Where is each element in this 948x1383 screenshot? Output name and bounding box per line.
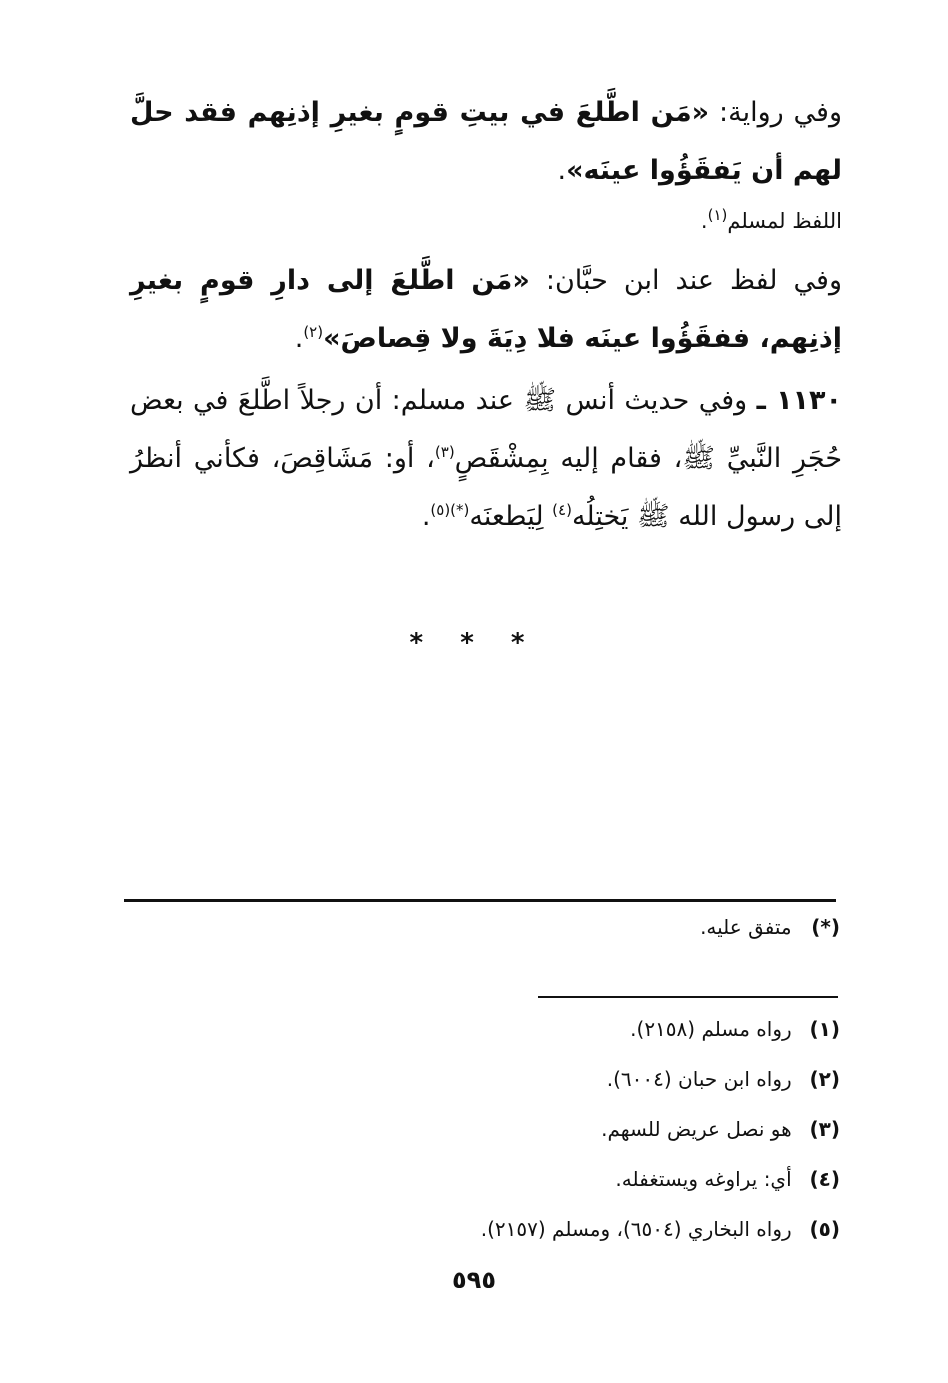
footnote-2 [140, 1064, 840, 1094]
footnote-star [140, 912, 840, 942]
paragraph-part-1: وفي حديث أنس ﷺ عند مسلم: أن رجلاً اطَّلعَ في بعض حُجَرِ النَّبيِّ ﷺ، فقام إليه بِمِشْقَصٍ [130, 385, 843, 474]
paragraph-part-2: ، أو: مَشَاقِصَ، فكأني أنظرُ إلى رسول الله ﷺ يَختِلُه [130, 443, 842, 532]
footnote-text: أي: يراوغه ويستغفله. [615, 1167, 792, 1191]
hadith-quote: «مَن اطَّلعَ إلى دارِ قومٍ بغيرِ إذنِهم، ففقَؤُوا عينَه فلا دِيَةَ ولا قِصاصَ» [130, 265, 842, 354]
footnote-ref-5[interactable]: (*)(٥) [430, 501, 470, 519]
paragraph-lafz-muslim [130, 204, 842, 238]
footnote-3 [140, 1114, 840, 1144]
footnote-1 [140, 1014, 840, 1044]
footnote-ref-1[interactable]: (١) [707, 206, 728, 224]
footnote-5 [140, 1214, 840, 1244]
paragraph-riwaya [130, 84, 842, 200]
footnote-mark: (٢) [809, 1067, 840, 1091]
footnote-mark: (١) [809, 1017, 840, 1041]
paragraph-intro: وفي رواية: [709, 97, 843, 128]
hadith-number: ١١٣٠ ـ [756, 385, 842, 416]
footnote-text: رواه البخاري (٦٥٠٤)، ومسلم (٢١٥٧). [480, 1217, 792, 1241]
footnote-mark: (*) [811, 915, 840, 939]
page-number: ٥٩٥ [452, 1266, 496, 1294]
hadith-quote: «مَن اطَّلعَ في بيتِ قومٍ بغيرِ إذنِهم فقد حلَّ لهم أن يَفقَؤُوا عينَه» [130, 97, 842, 186]
paragraph-ibn-hibban [130, 252, 842, 368]
paragraph-end: . [557, 155, 567, 186]
paragraph-end: . [700, 209, 708, 233]
footnote-text: هو نصل عريض للسهم. [601, 1117, 792, 1141]
paragraph-hadith-1130 [130, 372, 842, 546]
footnote-text: رواه ابن حبان (٦٠٠٤). [606, 1067, 792, 1091]
footnote-4 [140, 1164, 840, 1194]
footnote-short-divider [538, 996, 838, 998]
footnote-ref-4[interactable]: (٤) [552, 501, 572, 519]
section-separator: * * * [409, 628, 539, 658]
paragraph-end: . [294, 323, 304, 354]
footnote-mark: (٥) [809, 1217, 840, 1241]
paragraph-text: اللفظ لمسلم [727, 209, 842, 233]
paragraph-end: . [421, 501, 431, 532]
footnote-text: متفق عليه. [700, 915, 792, 939]
footnote-mark: (٤) [809, 1167, 840, 1191]
paragraph-part-3: لِيَطعنَه [469, 501, 553, 532]
footnote-ref-3[interactable]: (٣) [434, 443, 455, 461]
footnote-ref-2[interactable]: (٢) [303, 323, 324, 341]
footnote-text: رواه مسلم (٢١٥٨). [630, 1017, 792, 1041]
footnote-mark: (٣) [809, 1117, 840, 1141]
footnote-divider [124, 899, 836, 902]
paragraph-intro: وفي لفظ عند ابن حبَّان: [529, 265, 842, 296]
